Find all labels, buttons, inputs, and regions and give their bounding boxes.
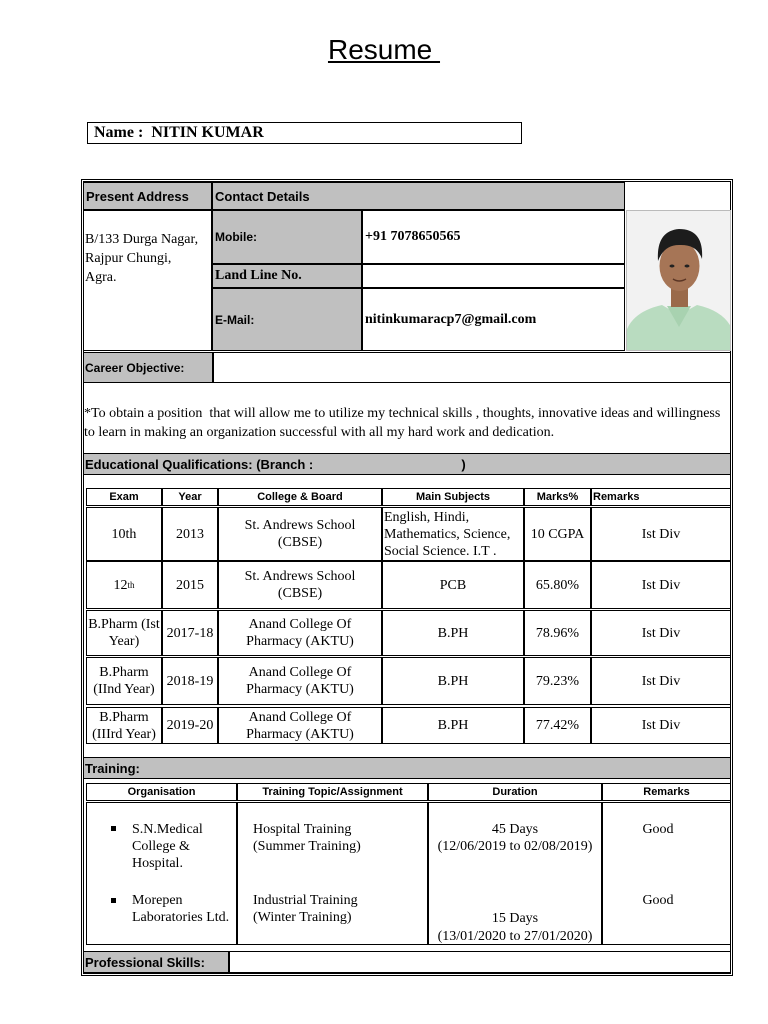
training-header: Training: [83, 757, 731, 779]
edu-college: Anand College Of Pharmacy (AKTU) [218, 610, 382, 656]
training-topic: Hospital Training (Summer Training) [253, 822, 361, 854]
edu-col-exam: Exam [86, 488, 162, 506]
landline-label: Land Line No. [212, 264, 362, 288]
training-col-duration: Duration [428, 783, 602, 801]
edu-col-year: Year [162, 488, 218, 506]
training-dates: (12/06/2019 to 02/08/2019) [437, 839, 593, 854]
address-block [83, 210, 212, 351]
edu-marks: 79.23% [524, 657, 591, 705]
name-label: Name : [94, 124, 144, 141]
address-line-3: Agra. [85, 270, 117, 285]
training-col-remarks: Remarks [602, 783, 731, 801]
mobile-label: Mobile: [212, 210, 362, 264]
edu-remarks: Ist Div [591, 561, 731, 609]
career-objective-blank [213, 352, 731, 383]
career-objective-text: *To obtain a position that will allow me to utilize my technical skills , thoughts, innovative ideas and willingness to learn in making an organization successful with all my hard work and dedication. [84, 406, 724, 440]
edu-remarks: Ist Div [591, 707, 731, 744]
training-col-organisation: Organisation [86, 783, 237, 801]
contact-details-header: Contact Details [212, 182, 625, 210]
edu-exam: 10th [86, 507, 162, 561]
edu-exam-suffix: th [127, 579, 135, 590]
email-value: nitinkumaracp7@gmail.com [362, 288, 625, 351]
edu-college: Anand College Of Pharmacy (AKTU) [218, 657, 382, 705]
edu-college: St. Andrews School (CBSE) [218, 561, 382, 609]
edu-col-college: College & Board [218, 488, 382, 506]
professional-skills-blank [229, 951, 731, 973]
edu-year: 2015 [162, 561, 218, 609]
edu-marks: 77.42% [524, 707, 591, 744]
landline-value [362, 264, 625, 288]
edu-subjects: B.PH [382, 707, 524, 744]
career-objective-header: Career Objective: [83, 352, 213, 383]
edu-exam: B.Pharm (IInd Year) [86, 657, 162, 705]
edu-exam-number: 12 [113, 577, 128, 593]
edu-year: 2018-19 [162, 657, 218, 705]
edu-year: 2013 [162, 507, 218, 561]
training-org: Morepen Laboratories Ltd. [132, 893, 230, 925]
edu-marks: 78.96% [524, 610, 591, 656]
edu-remarks: Ist Div [591, 610, 731, 656]
edu-subjects: PCB [382, 561, 524, 609]
training-remarks: Good [642, 893, 674, 908]
edu-marks: 10 CGPA [524, 507, 591, 561]
education-header: Educational Qualifications: (Branch : ) [83, 453, 731, 475]
bullet-icon [111, 898, 116, 903]
edu-year: 2019-20 [162, 707, 218, 744]
bullet-icon [111, 826, 116, 831]
page-title: Resume [327, 34, 441, 65]
edu-college: St. Andrews School (CBSE) [218, 507, 382, 561]
edu-exam: B.Pharm (IIIrd Year) [86, 707, 162, 744]
profile-photo [626, 210, 731, 351]
address-line-2: Rajpur Chungi, [85, 251, 172, 266]
person-photo-icon [627, 211, 731, 351]
training-remarks: Good [642, 822, 674, 837]
professional-skills-header: Professional Skills: [83, 951, 229, 973]
edu-remarks: Ist Div [591, 657, 731, 705]
name-value: NITIN KUMAR [151, 124, 264, 141]
training-col-topic: Training Topic/Assignment [237, 783, 428, 801]
edu-marks: 65.80% [524, 561, 591, 609]
training-duration: 45 Days [491, 822, 539, 837]
name-box [87, 122, 522, 144]
training-duration: 15 Days [491, 911, 539, 926]
edu-remarks: Ist Div [591, 507, 731, 561]
present-address-header: Present Address [83, 182, 212, 210]
edu-subjects: B.PH [382, 610, 524, 656]
address-line-1: B/133 Durga Nagar, [85, 232, 199, 247]
edu-subjects: English, Hindi, Mathematics, Science, Social Science. I.T . [382, 507, 524, 561]
mobile-value: +91 7078650565 [362, 210, 625, 264]
edu-col-remarks: Remarks [591, 488, 731, 506]
edu-subjects: B.PH [382, 657, 524, 705]
email-label: E-Mail: [212, 288, 362, 351]
training-topic: Industrial Training (Winter Training) [253, 893, 358, 925]
edu-col-subjects: Main Subjects [382, 488, 524, 506]
training-org: S.N.Medical College & Hospital. [132, 822, 203, 871]
edu-col-marks: Marks% [524, 488, 591, 506]
edu-college: Anand College Of Pharmacy (AKTU) [218, 707, 382, 744]
edu-year: 2017-18 [162, 610, 218, 656]
edu-exam [86, 561, 162, 609]
edu-exam: B.Pharm (Ist Year) [86, 610, 162, 656]
training-dates: (13/01/2020 to 27/01/2020) [437, 929, 593, 944]
